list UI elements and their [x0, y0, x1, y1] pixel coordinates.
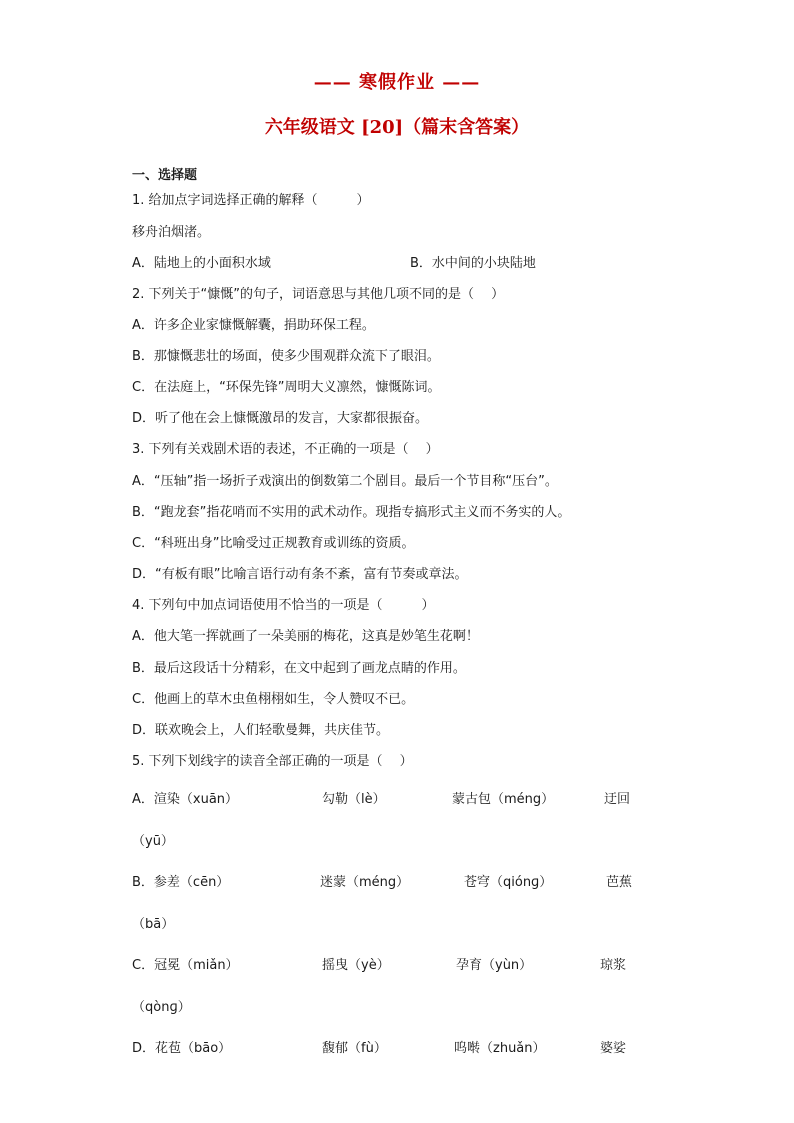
question-3-option-d: D．“有板有眼”比喻言语行动有条不紊，富有节奏或章法。	[132, 567, 468, 582]
question-4-option-b: B．最后这段话十分精彩，在文中起到了画龙点睛的作用。	[132, 661, 466, 676]
question-5-option-b-item: （bā）	[132, 917, 175, 932]
question-4-stem: 4. 下列句中加点词语使用不恰当的一项是（ ）	[132, 598, 435, 613]
question-1-option-a: A．陆地上的小面积水域	[132, 256, 271, 271]
question-5-option-a-item: 蒙古包（méng）	[452, 792, 555, 807]
page-title: —— 寒假作业 ——	[313, 72, 481, 93]
question-5-option-b-item: B．参差（cēn）	[132, 875, 230, 890]
question-5-option-c-item: 琼浆	[600, 958, 627, 973]
question-5-option-a-item: （yū）	[132, 834, 174, 849]
question-2-option-a: A．许多企业家慷慨解囊，捐助环保工程。	[132, 318, 375, 333]
question-2-option-c: C．在法庭上，“环保先锋”周明大义凛然，慷慨陈词。	[132, 380, 441, 395]
question-5-option-c-item: 摇曳（yè）	[322, 958, 390, 973]
question-5-option-a-item: A．渲染（xuān）	[132, 792, 239, 807]
question-5-option-b-item: 芭蕉	[606, 875, 633, 890]
question-5-stem: 5. 下列下划线字的读音全部正确的一项是（ ）	[132, 754, 413, 769]
question-5-option-c-item: 孕育（yùn）	[456, 958, 533, 973]
question-3-option-b: B．“跑龙套”指花哨而不实用的武术动作。现指专搞形式主义而不务实的人。	[132, 505, 571, 520]
question-1-stem: 1. 给加点字词选择正确的解释（ ）	[132, 193, 370, 208]
question-3-option-c: C．“科班出身”比喻受过正规教育或训练的资质。	[132, 536, 415, 551]
question-5-option-d-item: D．花苞（bāo）	[132, 1041, 232, 1056]
page-subtitle: 六年级语文 [20]（篇末含答案）	[264, 117, 530, 138]
question-5-option-c-item: （qònɡ）	[132, 1000, 191, 1015]
question-2-stem: 2. 下列关于“慷慨”的句子，词语意思与其他几项不同的是（ ）	[132, 287, 505, 302]
question-5-option-a-item: 勾勒（lè）	[322, 792, 386, 807]
question-4-option-d: D．联欢晚会上，人们轻歌曼舞，共庆佳节。	[132, 723, 390, 738]
question-4-option-c: C．他画上的草木虫鱼栩栩如生，令人赞叹不已。	[132, 692, 415, 707]
question-2-option-d: D．听了他在会上慷慨激昂的发言，大家都很振奋。	[132, 411, 429, 426]
question-1-option-b: B．水中间的小块陆地	[410, 256, 536, 271]
question-1-sentence: 移舟泊烟渚。	[132, 225, 211, 240]
section-heading: 一、选择题	[132, 168, 198, 183]
question-3-stem: 3. 下列有关戏剧术语的表述，不正确的一项是（ ）	[132, 442, 439, 457]
question-5-option-c-item: C．冠冕（miǎn）	[132, 958, 239, 973]
question-5-option-d-item: 馥郁（fù）	[322, 1041, 387, 1056]
question-5-option-b-item: 苍穹（qiónɡ）	[464, 875, 553, 890]
question-5-option-b-item: 迷蒙（méng）	[320, 875, 410, 890]
question-5-option-a-item: 迂回	[604, 792, 631, 807]
question-3-option-a: A．“压轴”指一场折子戏演出的倒数第二个剧目。最后一个节目称“压台”。	[132, 474, 558, 489]
question-4-option-a: A．他大笔一挥就画了一朵美丽的梅花，这真是妙笔生花啊！	[132, 629, 479, 644]
question-5-option-d-item: 婆娑	[600, 1041, 627, 1056]
question-2-option-b: B．那慷慨悲壮的场面，使多少围观群众流下了眼泪。	[132, 349, 440, 364]
question-5-option-d-item: 呜啭（zhuǎn）	[454, 1041, 546, 1056]
